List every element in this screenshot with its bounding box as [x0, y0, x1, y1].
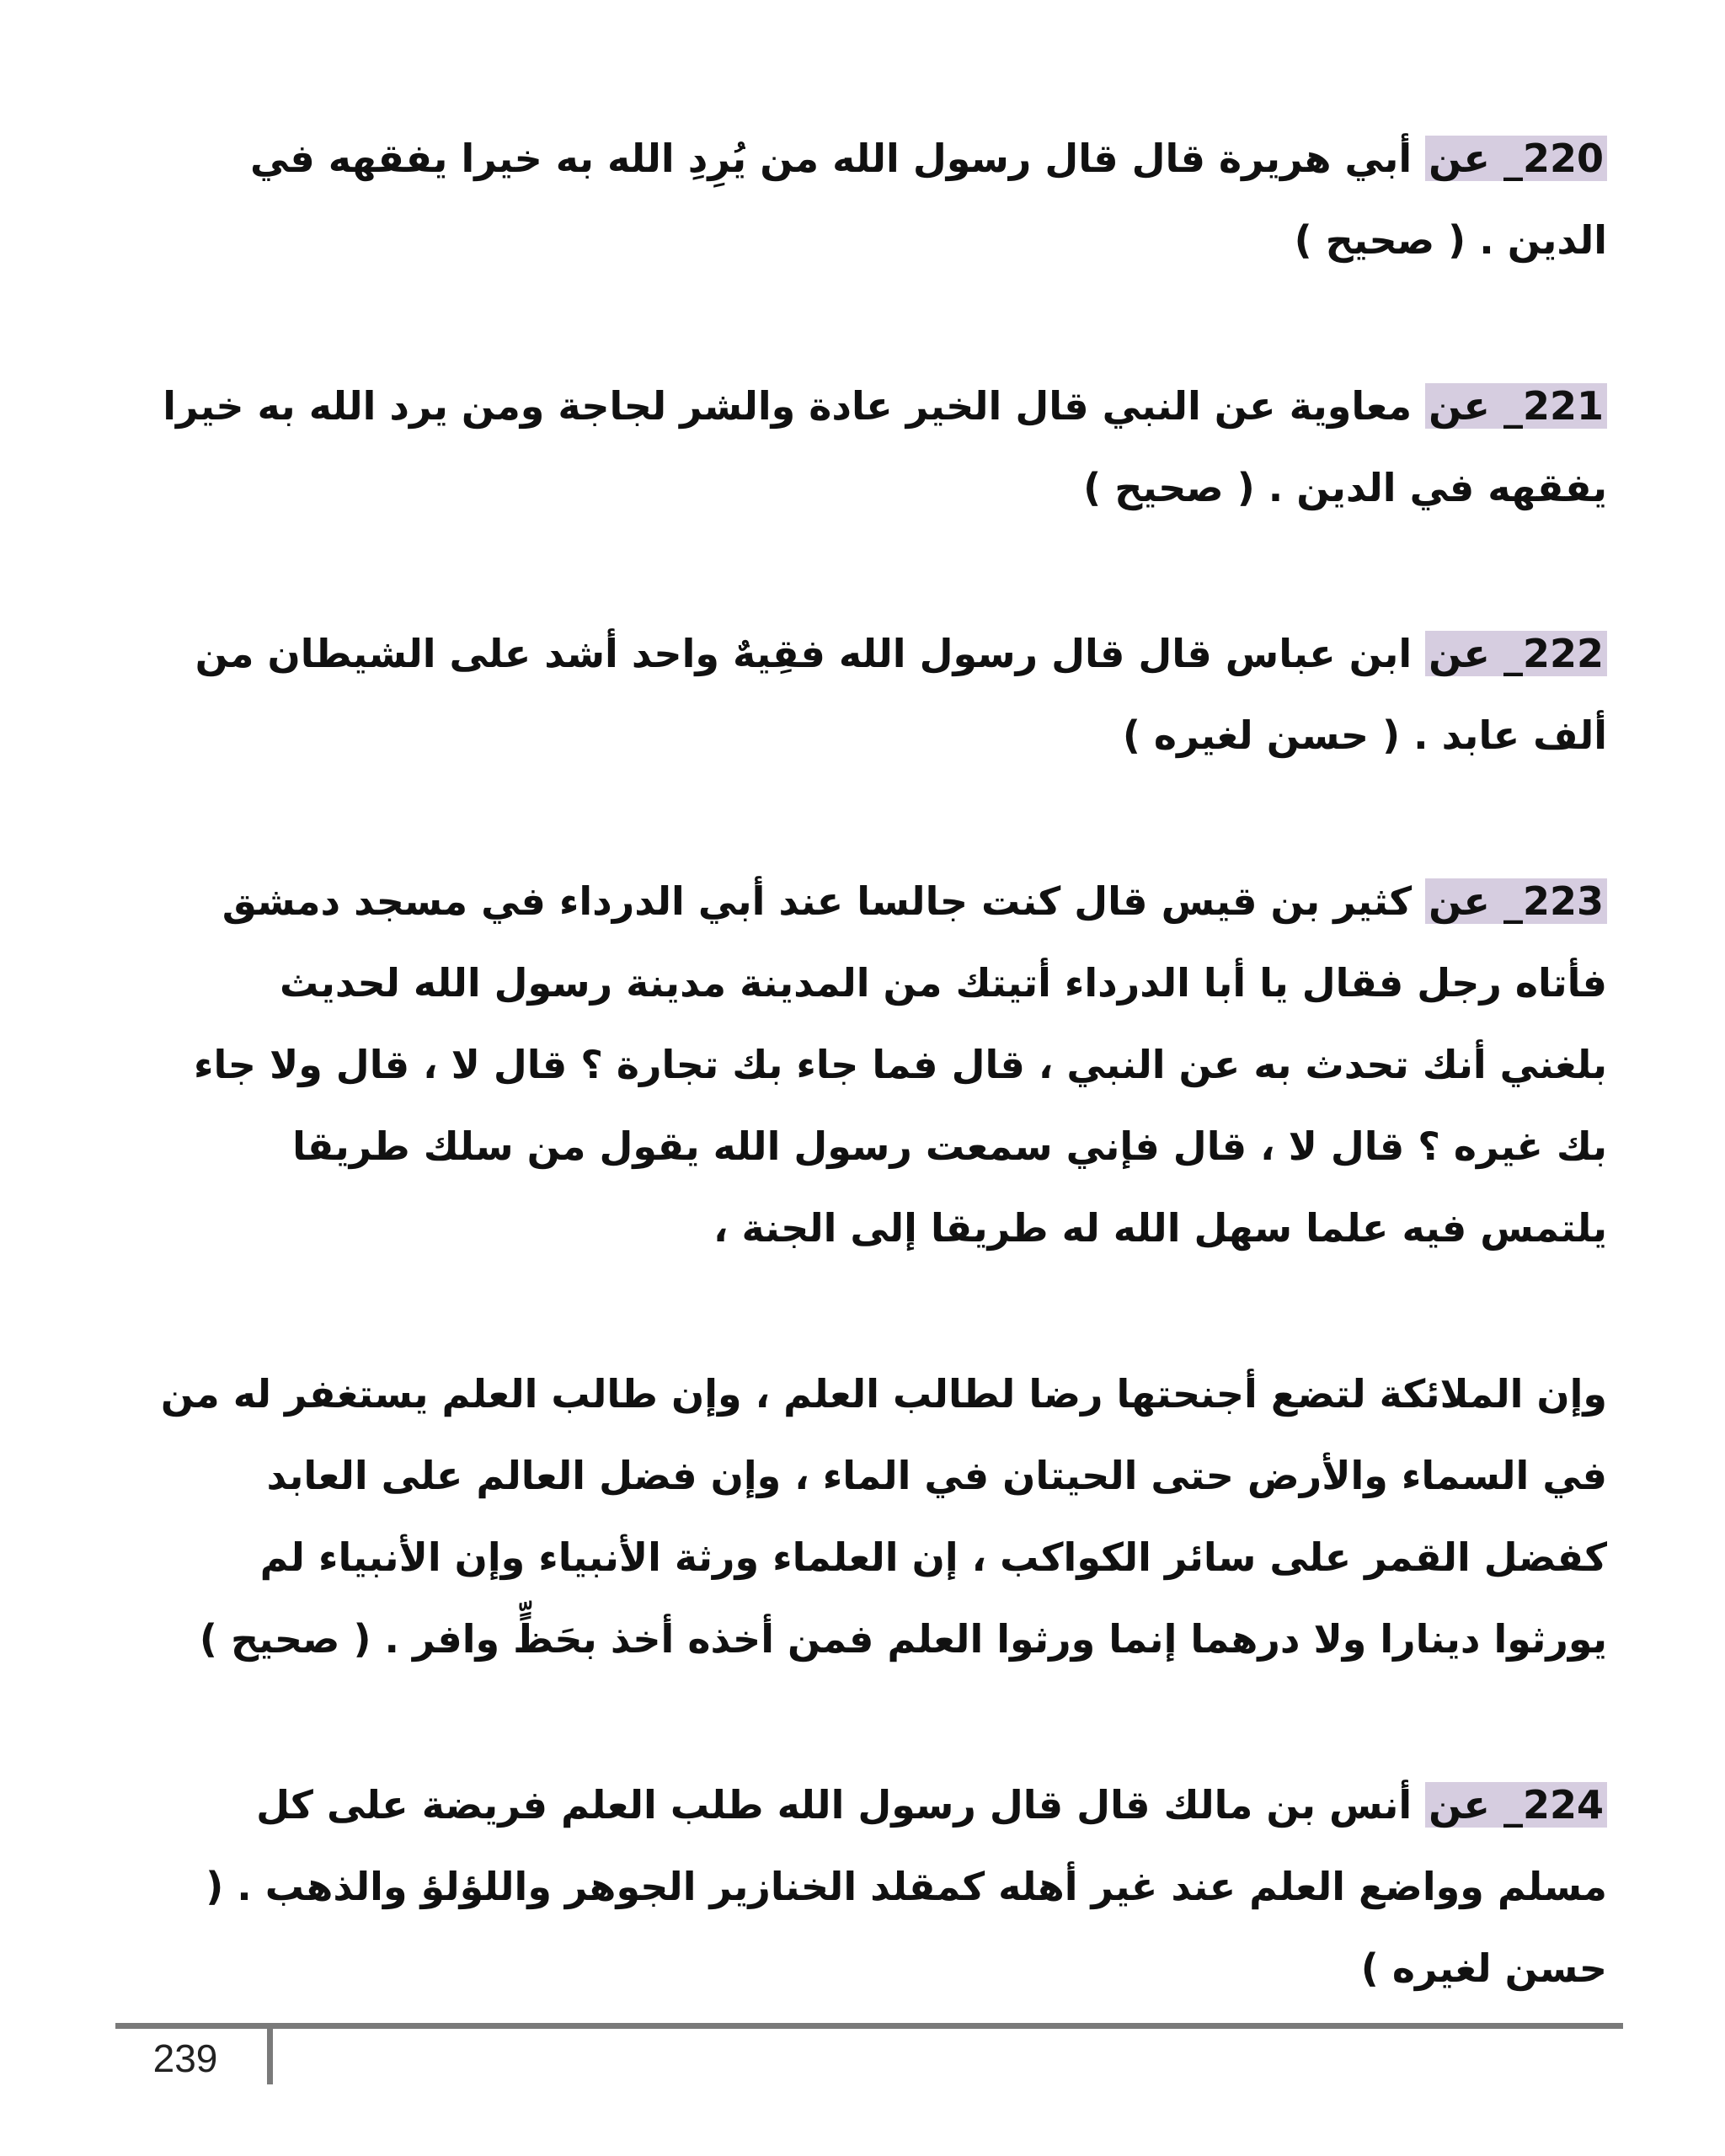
hadith-220 — [160, 118, 1607, 281]
hadith-number: 224 — [1522, 1782, 1604, 1828]
hadith-number-highlight — [1425, 1782, 1607, 1828]
hadith-number: 222 — [1522, 631, 1604, 676]
hadith-222 — [160, 613, 1607, 776]
hadith-text: أبي هريرة قال قال رسول الله من يُرِدِ الله به خيرا يفقهه في الدين . ( صحيح ) — [250, 136, 1607, 263]
footer-rule — [115, 2023, 1623, 2029]
hadith-prefix: _ عن — [1429, 878, 1523, 924]
page-number: 239 — [152, 2036, 218, 2080]
hadith-text: أنس بن مالك قال قال رسول الله طلب العلم فريضة على كل مسلم وواضع العلم عند غير أهله كمقلد الخنازير الجوهر واللؤلؤ والذهب . ( حسن لغيره ) — [206, 1782, 1607, 1991]
hadith-number-highlight — [1425, 136, 1607, 181]
hadith-prefix: _ عن — [1429, 383, 1523, 429]
hadith-number: 221 — [1522, 383, 1604, 429]
hadith-number-highlight — [1425, 631, 1607, 676]
page-body — [160, 118, 1607, 2094]
hadith-text: معاوية عن النبي قال الخير عادة والشر لجاجة ومن يرد الله به خيرا يفقهه في الدين . ( صحيح ) — [163, 383, 1607, 510]
hadith-number-highlight — [1425, 878, 1607, 924]
hadith-prefix: _ عن — [1429, 136, 1523, 181]
hadith-223 — [160, 861, 1607, 1269]
hadith-text: كثير بن قيس قال كنت جالسا عند أبي الدرداء في مسجد دمشق فأتاه رجل فقال يا أبا الدرداء أتيتك من المدينة مدينة رسول الله لحديث بلغني أنك تحدث به عن النبي ، قال فما جاء بك تجارة ؟ قال لا ، قال ولا جاء بك غيره ؟ قال لا ، قال فإني سمعت رسول الله يقول من سلك طريقا يلتمس فيه علما سهل الله له طريقا إلى الجنة ، — [193, 878, 1607, 1251]
hadith-224 — [160, 1764, 1607, 2009]
hadith-text: ابن عباس قال قال رسول الله فقِيهٌ واحد أشد على الشيطان من ألف عابد . ( حسن لغيره ) — [195, 631, 1607, 758]
footer-divider-tick — [267, 2023, 273, 2084]
hadith-number: 223 — [1522, 878, 1604, 924]
hadith-223-continuation: وإن الملائكة لتضع أجنحتها رضا لطالب العلم ، وإن طالب العلم يستغفر له من في السماء والأرض حتى الحيتان في الماء ، وإن فضل العالم على العابد كفضل القمر على سائر الكواكب ، إن العلماء ورثة الأنبياء وإن الأنبياء لم يورثوا دينارا ولا درهما إنما ورثوا العلم فمن أخذه أخذ بحَظٍّ وافر . ( صحيح ) — [160, 1371, 1607, 1662]
hadith-number-highlight — [1425, 383, 1607, 429]
hadith-221 — [160, 366, 1607, 529]
hadith-number: 220 — [1522, 136, 1604, 181]
hadith-prefix: _ عن — [1429, 1782, 1523, 1828]
hadith-prefix: _ عن — [1429, 631, 1523, 676]
